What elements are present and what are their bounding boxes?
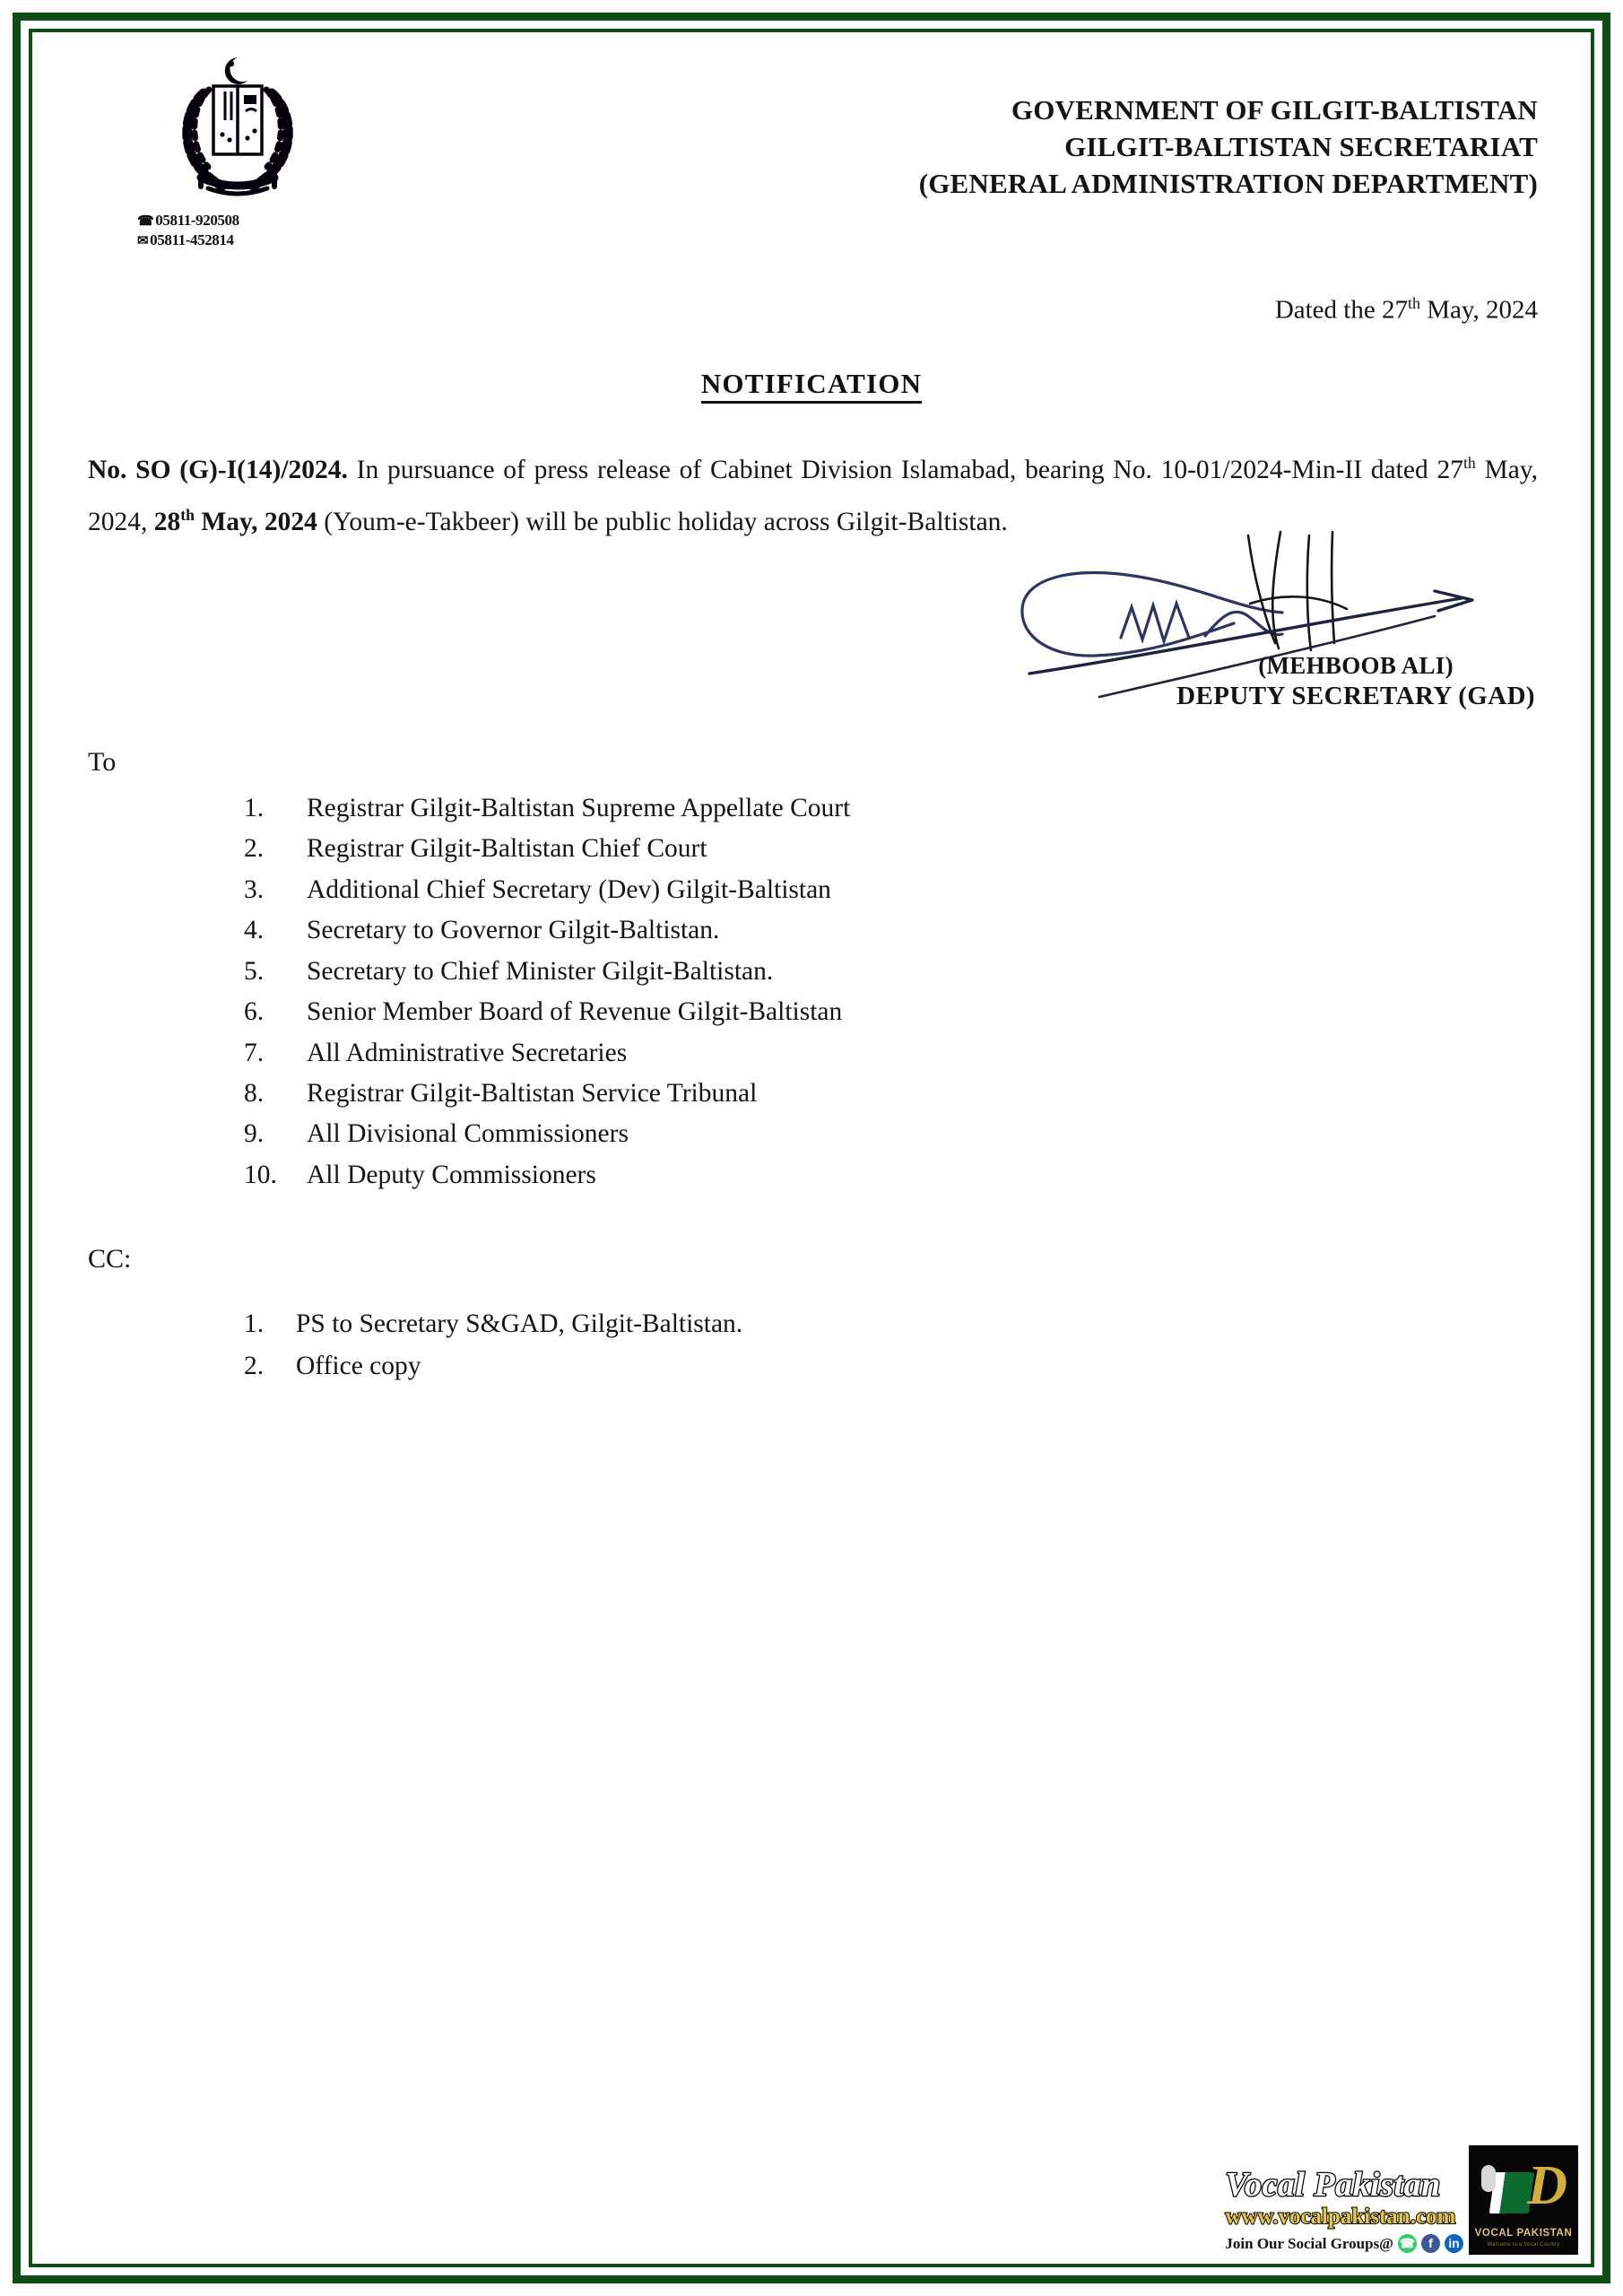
- list-item-number: 7.: [244, 1038, 265, 1067]
- dated-prefix: Dated the 27: [1274, 295, 1408, 325]
- document-header: [36, 36, 1587, 325]
- watermark-social-row: [1225, 2234, 1463, 2253]
- reference-number: No. SO (G)-I(14)/2024.: [88, 456, 348, 484]
- phone-line: [137, 211, 345, 230]
- logo-name: VOCAL PAKISTAN: [1474, 2228, 1573, 2239]
- list-item: [36, 870, 1587, 910]
- notification-heading-text: NOTIFICATION: [701, 368, 922, 404]
- list-item-label: Additional Chief Secretary (Dev) Gilgit-Baltistan: [307, 874, 831, 904]
- signatory-details: [1176, 652, 1535, 711]
- holiday-date: 28: [153, 507, 181, 536]
- telephone-icon: ☎: [137, 214, 154, 229]
- signature-block: [36, 573, 1587, 735]
- list-item: [36, 1345, 1587, 1387]
- facebook-icon[interactable]: f: [1421, 2234, 1440, 2253]
- body-ordinal-2: th: [180, 505, 195, 524]
- dated-suffix: May, 2024: [1419, 295, 1538, 325]
- page-title: [36, 368, 1587, 400]
- pakistan-state-emblem-icon: [161, 52, 314, 209]
- document-sheet: [36, 36, 1587, 2260]
- list-item-number: 5.: [244, 956, 265, 986]
- contact-details: [130, 211, 345, 250]
- list-item-number: 1.: [244, 1309, 265, 1339]
- list-item: [36, 1074, 1587, 1114]
- notification-body: [88, 445, 1538, 548]
- list-item: [36, 1155, 1587, 1196]
- watermark-brand: Vocal Pakistan: [1225, 2166, 1441, 2205]
- holiday-date-rest: May, 2024: [194, 507, 317, 536]
- whatsapp-icon[interactable]: ☎: [1398, 2234, 1417, 2253]
- org-line-1: GOVERNMENT OF GILGIT-BALTISTAN: [1011, 94, 1538, 126]
- fax-icon: ✉: [137, 233, 149, 248]
- org-line-2: GILGIT-BALTISTAN SECRETARIAT: [1064, 131, 1538, 163]
- list-item-number: 1.: [244, 794, 265, 823]
- vocal-pakistan-logo: [1469, 2145, 1578, 2255]
- body-ordinal-1: th: [1462, 454, 1476, 473]
- government-title: [919, 91, 1538, 203]
- list-item-number: 9.: [244, 1119, 265, 1149]
- body-text-3: (Youm-e-Takbeer) will be public holiday across Gilgit-Baltistan.: [317, 507, 1008, 536]
- list-item-label: All Divisional Commissioners: [307, 1119, 629, 1149]
- body-text-2: May, 2024,: [88, 456, 1539, 536]
- list-item-number: 2.: [244, 834, 265, 864]
- page-outer-border: [13, 13, 1610, 2283]
- list-item: [36, 829, 1587, 869]
- cc-list: [36, 1303, 1587, 1387]
- fax-line: [137, 230, 345, 250]
- watermark-url[interactable]: www.vocalpakistan.com: [1225, 2205, 1456, 2230]
- list-item: [36, 788, 1587, 829]
- phone-number: 05811-920508: [155, 212, 239, 229]
- cc-label: CC:: [88, 1244, 132, 1274]
- list-item-label: All Administrative Secretaries: [307, 1038, 628, 1067]
- list-item-number: 2.: [244, 1352, 265, 1381]
- list-item: [36, 992, 1587, 1032]
- list-item-label: Registrar Gilgit-Baltistan Service Tribunal: [307, 1078, 758, 1108]
- list-item: [36, 952, 1587, 992]
- list-item-label: Registrar Gilgit-Baltistan Supreme Appellate Court: [307, 794, 851, 823]
- dated-ordinal: th: [1407, 294, 1420, 312]
- body-text-1: In pursuance of press release of Cabinet Division Islamabad, bearing No. 10-01/2024-Min-II dated 27: [347, 456, 1463, 484]
- watermark-text-block: [1225, 2168, 1469, 2255]
- logo-letter: D: [1527, 2155, 1567, 2216]
- list-item-number: 6.: [244, 997, 265, 1027]
- list-item-label: Secretary to Governor Gilgit-Baltistan.: [307, 916, 720, 945]
- list-item-number: 10.: [244, 1160, 277, 1189]
- watermark-join-text: Join Our Social Groups@: [1225, 2234, 1393, 2252]
- vocal-pakistan-watermark: [1193, 2140, 1578, 2255]
- emblem-block: [130, 52, 345, 250]
- microphone-icon: [1481, 2165, 1496, 2192]
- list-item: [36, 1033, 1587, 1074]
- list-item: [36, 910, 1587, 951]
- list-item-number: 3.: [244, 874, 265, 904]
- linkedin-icon[interactable]: in: [1445, 2234, 1463, 2253]
- list-item: [36, 1303, 1587, 1345]
- to-label: To: [88, 747, 117, 778]
- list-item-label: Registrar Gilgit-Baltistan Chief Court: [307, 834, 707, 864]
- page-inner-border: [29, 29, 1594, 2267]
- fax-number: 05811-452814: [150, 230, 234, 248]
- recipient-list: [36, 788, 1587, 1196]
- signatory-designation: DEPUTY SECRETARY (GAD): [1176, 682, 1535, 711]
- logo-tagline: Welcome to a Vocal Country: [1487, 2242, 1560, 2248]
- list-item: [36, 1114, 1587, 1154]
- dated-line: [1275, 294, 1538, 326]
- list-item-label: Secretary to Chief Minister Gilgit-Baltistan.: [307, 956, 774, 986]
- org-line-3: (GENERAL ADMINISTRATION DEPARTMENT): [918, 168, 1538, 200]
- list-item-number: 4.: [244, 916, 265, 945]
- list-item-label: Senior Member Board of Revenue Gilgit-Baltistan: [307, 997, 843, 1027]
- signatory-name: (MEHBOOB ALI): [1258, 652, 1454, 680]
- list-item-label: All Deputy Commissioners: [307, 1160, 596, 1189]
- list-item-number: 8.: [244, 1078, 265, 1108]
- list-item-label: Office copy: [296, 1352, 421, 1381]
- list-item-label: PS to Secretary S&GAD, Gilgit-Baltistan.: [296, 1309, 743, 1339]
